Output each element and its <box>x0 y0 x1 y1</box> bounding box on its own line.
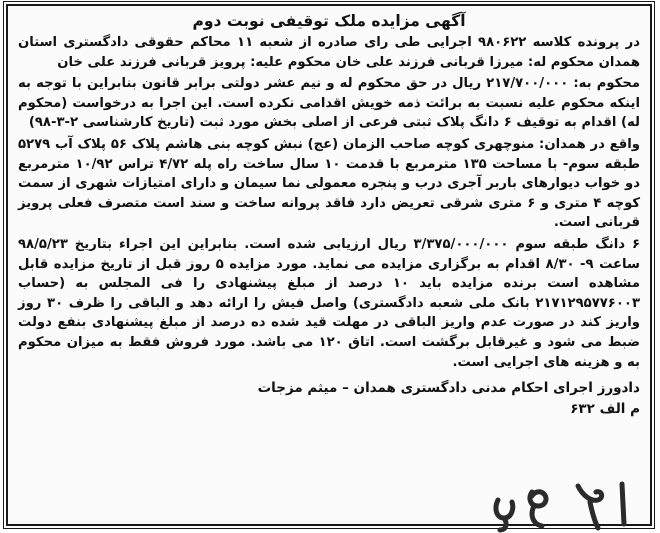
notice-reference-number: م الف ۶۳۲ <box>570 401 640 418</box>
notice-paragraph-case: در پرونده کلاسه ۹۸۰۶۲۲ اجرایی طی رای صادره از شعبه ۱۱ محاکم حقوقی دادگستری استان همدان محکوم له: میرزا قربانی فرزند علی خان محکوم علیه: پرویز قربانی فرزند علی خان <box>18 35 640 70</box>
notice-paragraph-property: واقع در همدان: منوچهری کوچه صاحب الزمان (عج) نبش کوچه بنی هاشم پلاک ۵۶ پلاک آب ۵۲۷۹ طبقه سوم- با مساحت ۱۳۵ مترمربع با قدمت ۱۰ سال ساخت راه پله ۴/۷۲ تراس ۱۰/۹۲ مترمربع دو خواب دیوارهای باربر آجری درب و پنجره معمولی نما سیمان و دارای امتیازات شهری از سمت کوچه ۴ متری و ۶ متری شرقی تعریض دارد فاقد پروانه ساخت و سند است متصرف فعلی پرویز قربانی است. <box>18 136 641 231</box>
auction-notice <box>6 4 652 526</box>
notice-paragraph-judgment: محکوم به: ۲۱۷/۷۰۰/۰۰۰ ریال در حق محکوم له و نیم عشر دولتی برابر قانون بنابراین با توجه به اینکه محکوم علیه نسبت به برائت ذمه خویش اقدامی نکرده است. این اجرا به درخواست (محکوم له) اقدام به توقیف ۶ دانگ پلاک ثبتی فرعی از اصلی بخش مورد ثبت (تاریخ کارشناسی ۲-۳-۹۸) <box>18 76 640 131</box>
notice-paragraph-auction-terms: ۶ دانگ طبقه سوم ۳/۳۷۵/۰۰۰/۰۰۰ ریال ارزیابی شده است. بنابراین این اجراء بتاریخ ۹۸/۵/۲۳ ساعت ۹- ۸/۳۰ اقدام به برگزاری مزایده می نماید. مورد مزایده ۵ روز قبل از تاریخ مزایده قابل مشاهده است برنده مزایده باید ۱۰ درصد از مبلغ پیشنهادی را فی المجلس به (حساب ۲۱۷۱۲۹۵۷۷۶۰۰۳ بانک ملی شعبه دادگستری) واصل فیش را ارائه دهد و الباقی را ظرف ۳۰ روز واریز کند در صورت عدم واریز الباقی در مهلت قید شده ده درصد از مبلغ پیشنهادی بنفع دولت ضبط می شود و غیرقابل برگشت است. اتاق ۱۲۰ می باشد. مورد فروش فقط به میزان محکوم به و هزینه های اجرایی است. <box>18 236 641 370</box>
notice-signature: دادورز اجرای احکام مدنی دادگستری همدان – میثم مزجات <box>257 380 640 397</box>
notice-title: آگهی مزایده ملک توقیفی نوبت دوم <box>192 12 466 30</box>
